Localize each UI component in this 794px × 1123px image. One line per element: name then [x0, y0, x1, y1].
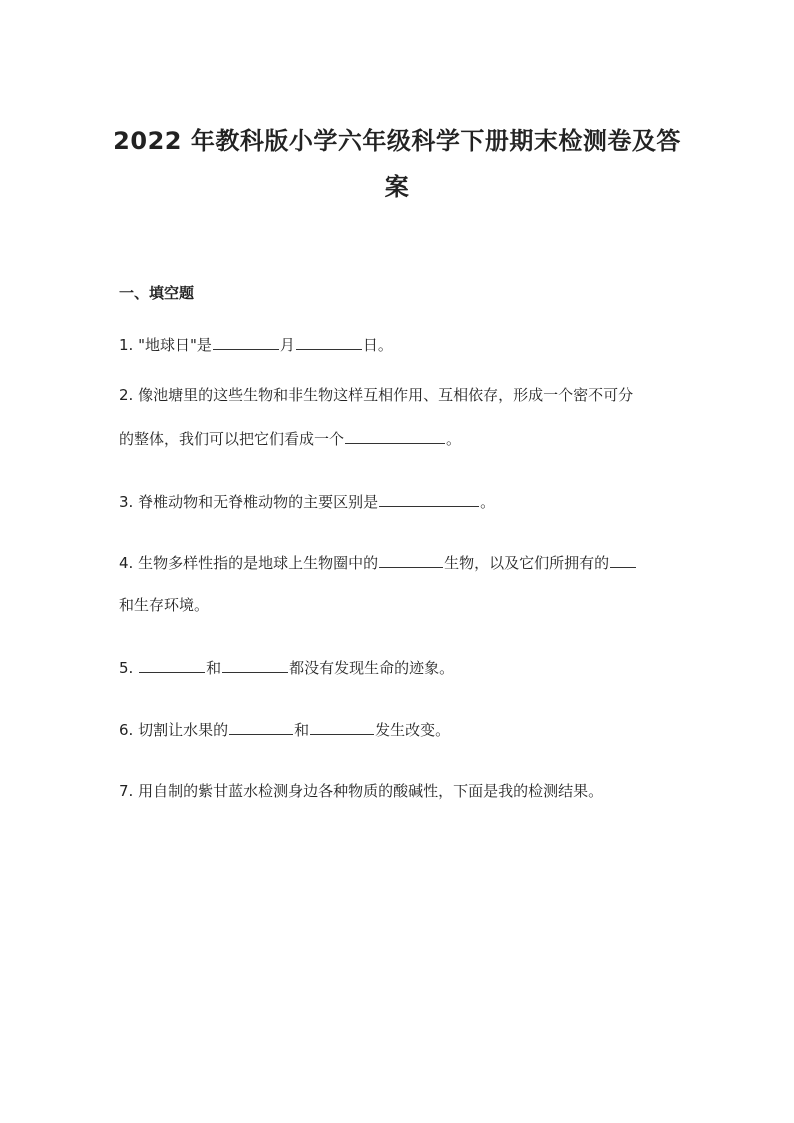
document-title	[100, 118, 694, 210]
q6-text-c: 发生改变。	[375, 721, 451, 739]
q1-text-a: 1. "地球日"是	[119, 336, 212, 354]
q5-text-b: 和	[206, 659, 222, 677]
question-7: 7. 用自制的紫甘蓝水检测身边各种物质的酸碱性，下面是我的检测结果。	[119, 782, 604, 800]
q4-blank-2	[610, 551, 636, 568]
question-2-line-1: 2. 像池塘里的这些生物和非生物这样互相作用、互相依存，形成一个密不可分	[119, 386, 634, 404]
question-2-line-2	[119, 427, 679, 450]
q6-blank-1	[229, 718, 293, 735]
q2-blank	[345, 427, 445, 444]
title-line-1: 2022 年教科版小学六年级科学下册期末检测卷及答	[113, 127, 681, 155]
question-1	[119, 333, 679, 356]
q4-text-b: 生物，以及它们所拥有的	[444, 554, 610, 572]
q1-text-c: 日。	[362, 336, 393, 354]
q4-text-a: 4. 生物多样性指的是地球上生物圈中的	[119, 554, 379, 572]
q2-text-b: 。	[446, 430, 462, 448]
q4-blank-1	[379, 551, 443, 568]
title-line-2: 案	[384, 173, 410, 201]
q6-blank-2	[310, 718, 374, 735]
question-6	[119, 718, 679, 741]
q2-text-a: 的整体，我们可以把它们看成一个	[119, 430, 345, 448]
question-4-line-1	[119, 551, 679, 574]
section-heading: 一、填空题	[119, 284, 195, 302]
q5-blank-2	[222, 656, 288, 673]
q1-blank-1	[213, 333, 279, 350]
q6-text-a: 6. 切割让水果的	[119, 721, 229, 739]
q6-text-b: 和	[294, 721, 310, 739]
q3-blank	[379, 490, 479, 507]
question-3	[119, 490, 679, 513]
question-4-line-2: 和生存环境。	[119, 596, 210, 614]
q1-blank-2	[296, 333, 362, 350]
q3-text-b: 。	[480, 493, 496, 511]
q5-text-a: 5.	[119, 659, 139, 677]
q5-blank-1	[139, 656, 205, 673]
q3-text-a: 3. 脊椎动物和无脊椎动物的主要区别是	[119, 493, 379, 511]
q5-text-c: 都没有发现生命的迹象。	[289, 659, 455, 677]
q1-text-b: 月	[279, 336, 295, 354]
question-5	[119, 656, 679, 679]
